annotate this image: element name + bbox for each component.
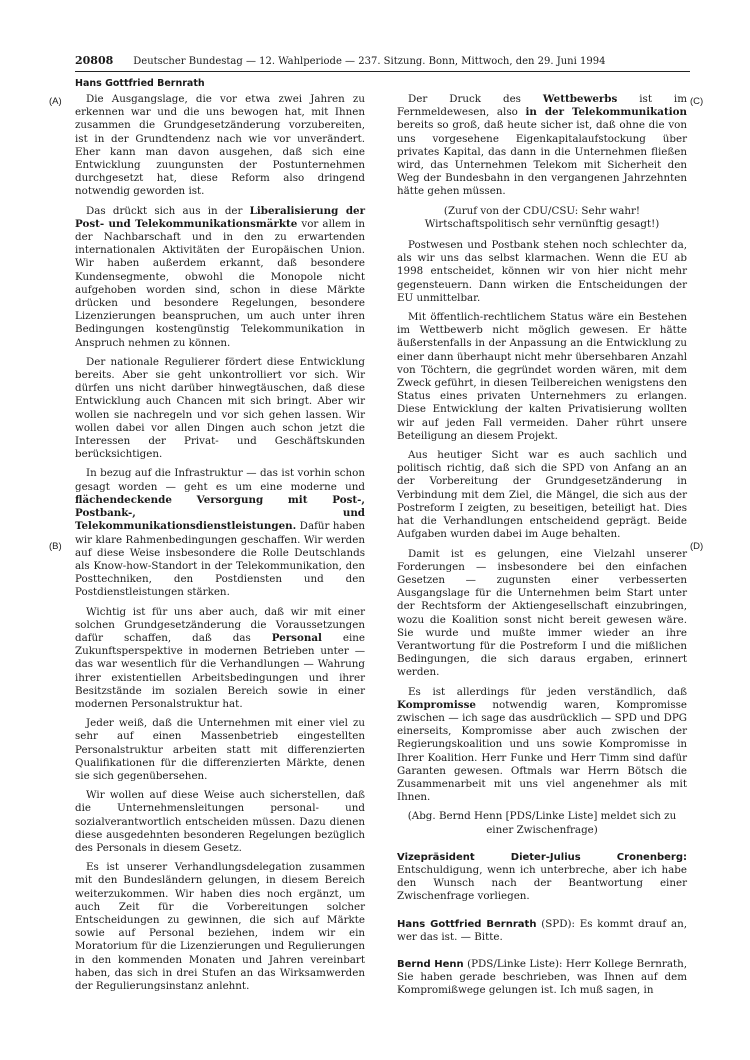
speech-henn: Bernd Henn (PDS/Linke Liste): Herr Kollege Bernrath, Sie haben gerade beschrieben, was Ihnen auf dem Kompromißwege gelungen ist. Ich muß sagen, in: [397, 957, 688, 997]
speech-bernrath: Hans Gottfried Bernrath (SPD): Es kommt drauf an, wer das ist. — Bitte.: [397, 917, 687, 943]
header-title: Deutscher Bundestag — 12. Wahlperiode — 237. Sitzung. Bonn, Mittwoch, den 29. Juni 1994: [133, 56, 606, 67]
paragraph: Der nationale Regulierer fördert diese Entwicklung bereits. Aber sie geht unkontrolliert vor sich. Wir dürfen uns nicht darüber hinwegtäuschen, daß diese Entwicklung auch Chancen mit sich bringt. Aber wir wollen sie nachregeln und vor sich gehen lassen. Wir wollen dabei vor allen Dingen auch schon jetzt die Interessen der Privat- und Geschäftskunden berücksichtigen.: [75, 355, 365, 461]
paragraph: Das drückt sich aus in der Liberalisierung der Post- und Telekommunikationsmärkte vor allem in der Nachbarschaft und in den zu erwartenden internationalen Aktivitäten der Europäischen Union. Wir haben außerdem erkannt, daß besondere Kundensegmente, obwohl die Monopole nicht aufgehoben worden sind, schon in diese Märkte drücken und besondere Regelungen, besondere Lizenzierungen beanspruchen, um auch unter ihren Bedingungen kostengünstig Telekommunikation in Anspruch nehmen zu können.: [75, 204, 366, 349]
left-column: [75, 93, 365, 999]
page-number: 20808: [75, 54, 114, 67]
paragraph: Es ist allerdings für jeden verständlich, daß Kompromisse notwendig waren, Kompromisse zwischen — ich sage das ausdrücklich — SPD und DPG einerseits, Kompromisse aber auch zwischen der Regierungskoalition und uns sowie Kompromisse in Ihrer Koalition. Herr Funke und Herr Timm sind dafür Garanten gewesen. Oftmals war Herrn Bötsch die Zusammenarbeit mit uns viel angenehmer als mit Ihnen.: [397, 685, 687, 804]
paragraph: Postwesen und Postbank stehen noch schlechter da, als wir uns das selbst klarmachen. Wenn die EU ab 1998 entscheidet, können wir von hier nicht mehr gegensteuern. Dann wirken die Entscheidungen der EU unmittelbar.: [397, 239, 687, 304]
margin-marker-d: (D): [690, 541, 704, 552]
margin-marker-a: (A): [49, 96, 62, 107]
interjection: (Zuruf von der CDU/CSU: Sehr wahr! Wirtschaftspolitisch sehr vernünftig gesagt!): [424, 204, 660, 230]
margin-marker-b: (B): [49, 541, 62, 552]
speaker-name: Bernd Henn: [397, 958, 464, 970]
margin-marker-c: (C): [690, 96, 704, 107]
paragraph: Wichtig ist für uns aber auch, daß wir mit einer solchen Grundgesetzänderung die Voraussetzungen dafür schaffen, daß das Personal eine Zukunftsperspektive in modernen Betrieben unter — das war wesentlich für die Verhandlungen — Wahrung ihrer existentiellen Arbeitsbedingungen und ihrer Besitzstände im sozialen Bereich sowie in einer modernen Personalstruktur hat.: [75, 605, 366, 710]
speech-cronenberg: Vizepräsident Dieter-Julius Cronenberg: Entschuldigung, wenn ich unterbreche, aber ich habe den Wunsch nach der Beantwortung einer Zwischenfrage vorliegen.: [397, 851, 687, 903]
paragraph: Die Ausgangslage, die vor etwa zwei Jahren zu erkennen war und die uns bewogen hat, mit Ihnen zusammen die Grundgesetzänderung vorzubereiten, ist in der Grundtendenz nach wie vor unverändert. Eher kann man davon ausgehen, daß sich eine Entwicklung zuungunsten der Postunternehmen durchgesetzt hat, diese Reform also dringend notwendig geworden ist.: [75, 93, 365, 198]
paragraph: Aus heutiger Sicht war es auch sachlich und politisch richtig, daß sich die SPD von Anfang an an der Vorbereitung der Grundgesetzänderung in Verbindung mit dem Ziel, die Mängel, die sich aus der Postreform I zeigten, zu beseitigen, beteiligt hat. Dies hat die Verhandlungen entscheidend geprägt. Beide Aufgaben wurden dabei im Auge behalten.: [397, 449, 687, 541]
page-header: [75, 53, 690, 69]
paragraph: Es ist unserer Verhandlungsdelegation zusammen mit den Bundesländern gelungen, in diesem Bereich weiterzukommen. Wir haben dies noch ergänzt, um auch Zeit für die Vorbereitungen solcher Entscheidungen zu gewinnen, die sich auf Märkte sowie auf Personal beziehen, indem wir ein Moratorium für die Lizenzierungen und Regulierungen in den kommenden Monaten und Jahren vereinbart haben, das sich in drei Stufen an das Wirksamwerden der Regulierungsinstanz anlehnt.: [75, 861, 365, 992]
paragraph: In bezug auf die Infrastruktur — das ist vorhin schon gesagt worden — geht es um eine moderne und flächendeckende Versorgung mit Post-, Postbank-, und Telekommunikationsdienstleistungen. Dafür haben wir klare Rahmenbedingungen geschaffen. Wir werden auf diese Weise insbesondere die Rolle Deutschlands als Know-how-Standort in der Telekommunikation, den Posttechniken, den Postdiensten und den Postdienstleistungen stärken.: [75, 467, 365, 599]
paragraph: Damit ist es gelungen, eine Vielzahl unserer Forderungen — insbesondere bei den einfachen Gesetzen — zugunsten einer verbesserten Ausgangslage für die Unternehmen beim Start unter der Rechtsform der Aktiengesellschaft einzubringen, wozu die Koalition sonst nicht bereit gewesen wäre. Sie wurde und mußte immer wieder an ihre Verantwortung für die Postreform I und die mißlichen Bedingungen, die sich daraus ergaben, erinnert werden.: [397, 547, 687, 679]
speaker-name: Hans Gottfried Bernrath: [397, 918, 537, 930]
paragraph: Jeder weiß, daß die Unternehmen mit einer viel zu sehr auf einen Massenbetrieb eingestellten Personalstruktur arbeiten statt mit differenzierten Qualifikationen für die differenzierten Märkte, denen sie sich gegenübersehen.: [75, 717, 365, 782]
running-speaker-heading: Hans Gottfried Bernrath: [75, 78, 205, 89]
speaker-name: Vizepräsident Dieter-Julius Cronenberg:: [397, 851, 687, 863]
header-rule: [75, 71, 690, 72]
interjection: (Abg. Bernd Henn [PDS/Linke Liste] meldet sich zu einer Zwischenfrage): [407, 810, 677, 836]
paragraph: Wir wollen auf diese Weise auch sicherstellen, daß die Unternehmensleitungen personal- und sozialverantwortlich entscheiden müssen. Dazu dienen diese ausgedehnten besonderen Regelungen bezüglich des Personals in diesem Gesetz.: [75, 789, 365, 854]
paragraph: Mit öffentlich-rechtlichem Status wäre ein Bestehen im Wettbewerb nicht möglich gewesen. Er hätte äußerstenfalls in der Anpassung an die Entwicklung zu einer dann überhaupt nicht mehr übersehbaren Anzahl von Töchtern, die gegründet worden wären, mit dem Zweck geführt, in diesen Teilbereichen wenigstens den Status eines privaten Unternehmers zu erlangen. Diese Entwicklung der kalten Privatisierung wollten wir auf jeden Fall vermeiden. Daher rührt unsere Beteiligung an diesem Projekt.: [397, 311, 687, 442]
paragraph: Der Druck des Wettbewerbs ist im Fernmeldewesen, also in der Telekommunikation bereits so groß, daß heute sicher ist, daß ohne die von uns vorgesehene Eigenkapitalaufstockung über privates Kapital, das dann in die Unternehmen fließen wird, das Unternehmen Telekom mit Sicherheit den Weg der Bundesbahn in den vergangenen Jahrzehnten hätte gehen müssen.: [397, 93, 687, 198]
right-column: [397, 93, 687, 1004]
